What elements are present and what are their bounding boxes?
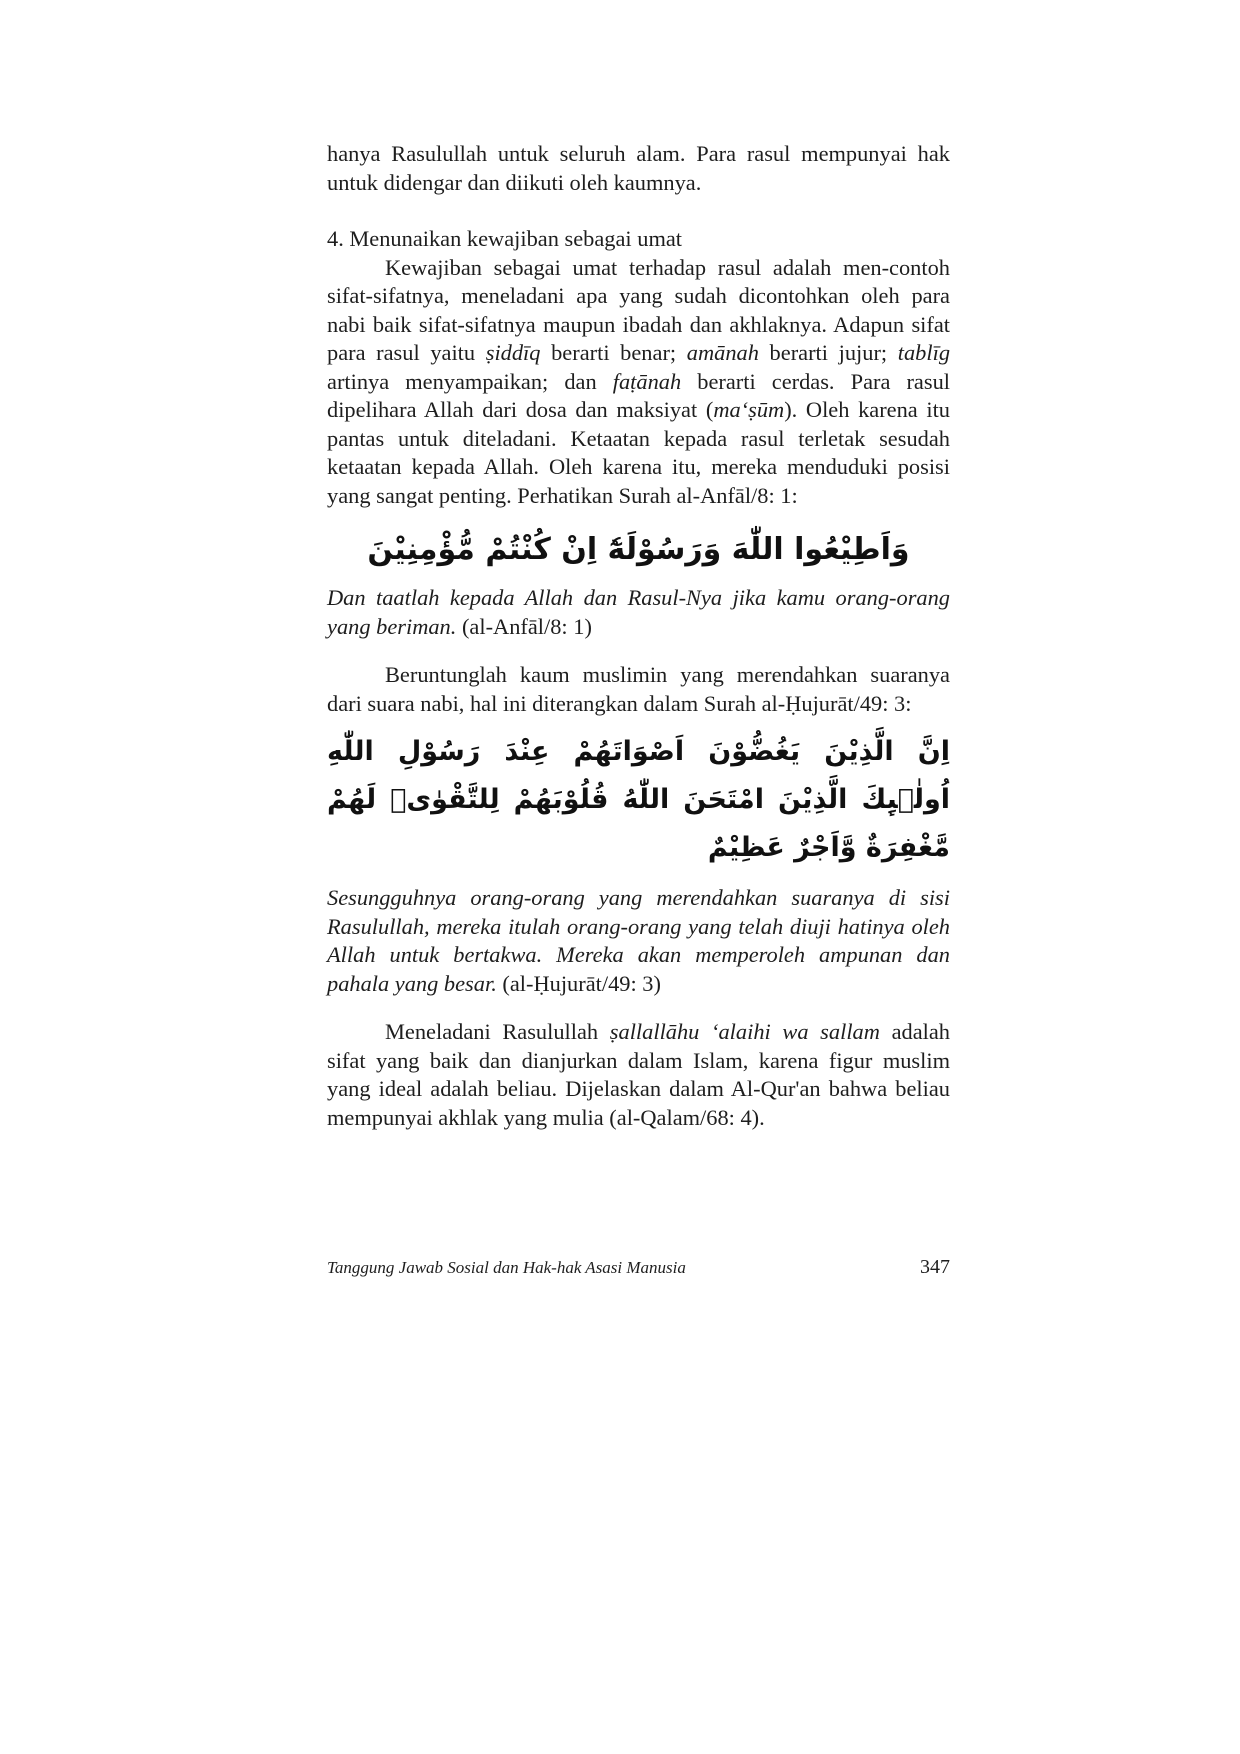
translation-hujurat [327,884,950,998]
term-siddiq: ṣiddīq [485,340,541,365]
text-run: adalah sifat yang baik dan dianjurkan dalam Islam, karena figur muslim yang ideal adalah beliau. Dijelaskan dalam Al-Qur'an bahwa beliau mempunyai akhlak yang mulia (al-Qalam/68: 4). [327,1019,950,1130]
section-heading: 4. Menunaikan kewajiban sebagai umat [327,226,683,251]
text-run: ). Oleh karena itu pantas untuk diteladani. Ketaatan kepada rasul terletak sesudah ketaatan kepada Allah. Oleh karena itu, mereka menduduki posisi yang sangat penting. Perhatikan Surah al-Anfāl/8: 1: [327,397,950,508]
text-run: Kewajiban sebagai umat terhadap rasul adalah men-contoh sifat-sifatnya, meneladani apa yang sudah dicontohkan oleh para nabi baik sifat-sifatnya maupun ibadah dan akhlaknya. Adapun sifat para rasul yaitu [327,254,950,365]
term-salawat: ṣallallāhu ‘alaihi wa sallam [609,1019,880,1044]
page-body [327,140,950,1132]
page-footer [327,1256,950,1279]
text-run: berarti jujur; [758,340,898,365]
translation-anfal [327,584,950,641]
term-tablig: tablīg [897,340,951,365]
running-title: Tanggung Jawab Sosial dan Hak-hak Asasi Manusia [327,1258,686,1277]
term-amanah: amānah [686,340,759,365]
text-run: Meneladani Rasulullah [385,1019,610,1044]
arabic-verse-hujurat: اِنَّ الَّذِيْنَ يَغُضُّوْنَ اَصْوَاتَهُمْ عِنْدَ رَسُوْلِ اللّٰهِ اُولٰۤىِٕكَ الَّذِيْنَ امْتَحَنَ اللّٰهُ قُلُوْبَهُمْ لِلتَّقْوٰىۗ لَهُمْ مَّغْفِرَةٌ وَّاَجْرٌ عَظِيْمٌ [327,736,950,863]
paragraph-emulate [327,1018,950,1132]
text-run: berarti cerdas. Para rasul dipelihara Allah dari dosa dan maksiyat ( [327,368,951,422]
page-number: 347 [920,1256,950,1278]
arabic-verse-anfal: وَاَطِيْعُوا اللّٰهَ وَرَسُوْلَهٗٓ اِنْ كُنْتُمْ مُّؤْمِنِيْنَ [367,532,910,567]
text-run: artinya menyampaikan; dan [327,368,613,394]
translation-text: Sesungguhnya orang-orang yang merendahkan suaranya di sisi Rasulullah, mereka itulah orang-orang yang telah diuji hatinya oleh Allah untuk bertakwa. Mereka akan memperoleh ampunan dan pahala yang besar. [327,885,950,996]
verse-reference: (al-Ḥujurāt/49: 3) [496,970,661,996]
verse-reference: (al-Anfāl/8: 1) [456,613,592,639]
term-fatanah: faṭānah [612,368,682,394]
paragraph-hujurat-intro: Beruntunglah kaum muslimin yang merendahkan suaranya dari suara nabi, hal ini diterangkan dalam Surah al-Ḥujurāt/49: 3: [327,662,950,716]
paragraph-continuation: hanya Rasulullah untuk seluruh alam. Para rasul mempunyai hak untuk didengar dan diikuti oleh kaumnya. [327,141,950,195]
translation-text: Dan taatlah kepada Allah dan Rasul-Nya jika kamu orang-orang yang beriman. [327,585,950,639]
term-masum: ma‘ṣūm [713,397,785,422]
text-run: berarti benar; [540,340,687,365]
paragraph-obligations [327,254,950,511]
